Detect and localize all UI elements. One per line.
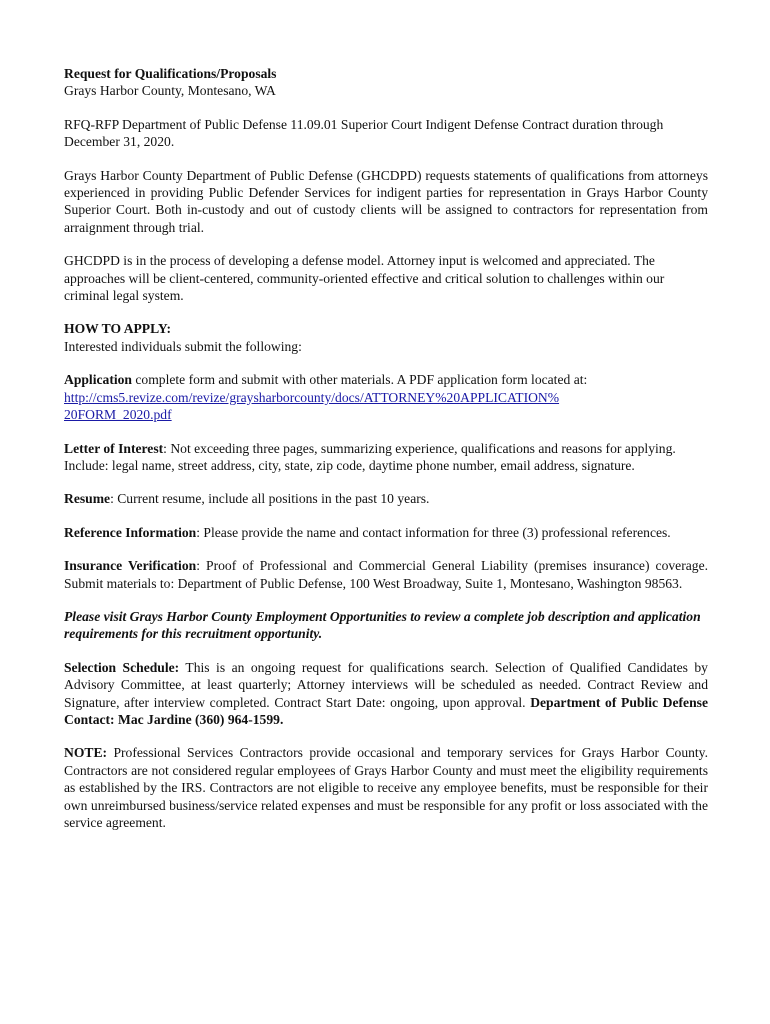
letter-of-interest-item: [64, 440, 708, 475]
reference-item: [64, 524, 708, 541]
insurance-item: [64, 557, 708, 592]
defense-model-paragraph: GHCDPD is in the process of developing a defense model. Attorney input is welcomed and appreciated. The approaches will be client-centered, community-oriented effective and critical solution to challenges within our criminal legal system.: [64, 253, 665, 304]
resume-item: [64, 490, 708, 507]
document-page: [64, 65, 708, 831]
application-form-link[interactable]: http://cms5.revize.com/revize/graysharborcounty/docs/ATTORNEY%20APPLICATION%: [64, 389, 560, 405]
resume-text: : Current resume, include all positions in the past 10 years.: [110, 491, 430, 507]
resume-label: Resume: [64, 491, 111, 507]
selection-schedule-item: [64, 659, 708, 729]
rfq-line: RFQ-RFP Department of Public Defense 11.09.01 Superior Court Indigent Defense Contract duration through December 31, 2020.: [64, 116, 664, 150]
note-label: NOTE:: [64, 745, 108, 761]
application-item: [64, 371, 708, 423]
doc-title: Request for Qualifications/Proposals: [64, 66, 277, 81]
department-contact: Department of Public Defense Contact: Mac Jardine (360) 964-1599.: [64, 694, 708, 727]
application-label: Application: [64, 372, 132, 388]
application-text: complete form and submit with other materials. A PDF application form located at:: [131, 372, 588, 388]
how-to-apply-subtext: Interested individuals submit the following:: [64, 338, 302, 354]
letter-text: : Not exceeding three pages, summarizing experience, qualifications and reasons for applying. Include: legal name, street address, city, state, zip code, daytime phone number, email address, signature.: [64, 440, 676, 473]
intro-paragraph: Grays Harbor County Department of Public Defense (GHCDPD) requests statements of qualifications from attorneys experienced in providing Public Defender Services for indigent parties for representation in Grays Harbor County Superior Court. Both in-custody and out of custody clients will be assigned to contractors for representation from arraignment through trial.: [64, 167, 708, 235]
reference-label: Reference Information: [64, 524, 197, 540]
contractor-note: [64, 744, 708, 831]
insurance-text: : Proof of Professional and Commercial General Liability (premises insurance) coverage. Submit materials to: Department of Public Defense, 100 West Broadway, Suite 1, Montesano, Washington 98563.: [64, 558, 708, 591]
application-form-link-continued[interactable]: 20FORM_2020.pdf: [64, 407, 172, 423]
how-to-apply-heading: HOW TO APPLY:: [64, 321, 172, 337]
note-text: Professional Services Contractors provide occasional and temporary services for Grays Harbor County. Contractors are not considered regular employees of Grays Harbor County and must meet the eligibility requirements as established by the IRS. Contractors are not eligible to receive any employee benefits, must be responsible for their own unreimbursed business/service related expenses and must be responsible for any profit or loss associated with the service agreement.: [64, 745, 708, 830]
insurance-label: Insurance Verification: [64, 558, 197, 574]
reference-text: : Please provide the name and contact information for three (3) professional references.: [196, 524, 671, 540]
doc-location: Grays Harbor County, Montesano, WA: [64, 83, 276, 99]
schedule-text: This is an ongoing request for qualifications search. Selection of Qualified Candidates by Advisory Committee, at least quarterly; Attorney interviews will be scheduled as needed. Contract Review and Signature, after interview completed. Contract Start Date: ongoing, upon approval.: [64, 659, 708, 710]
visit-employment-note: Please visit Grays Harbor County Employment Opportunities to review a complete job description and application requirements for this recruitment opportunity.: [64, 608, 701, 642]
schedule-label: Selection Schedule:: [64, 659, 180, 675]
letter-label: Letter of Interest: [64, 440, 164, 456]
